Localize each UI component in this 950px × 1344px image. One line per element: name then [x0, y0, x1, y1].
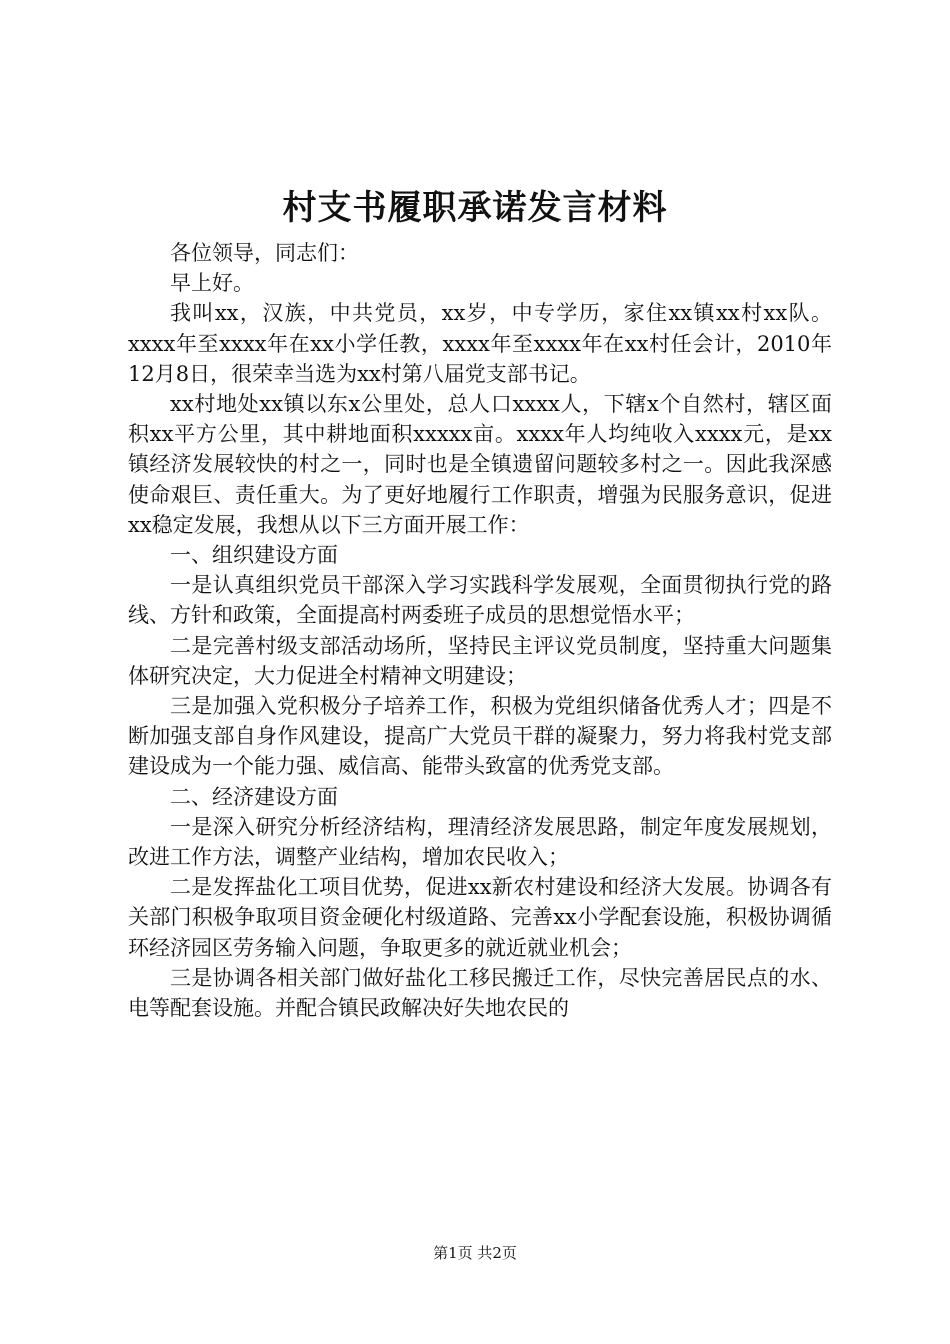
organization-point-3: 三是加强入党积极分子培养工作，积极为党组织储备优秀人才；四是不断加强支部自身作风建设，提高广大党员干群的凝聚力，努力将我村党支部建设成为一个能力强、威信高、能带头致富的优秀党支部。 — [128, 694, 832, 779]
village-overview-paragraph: xx村地处xx镇以东x公里处，总人口xxxx人，下辖x个自然村，辖区面积xx平方公里，其中耕地面积xxxxx亩。xxxx年人均纯收入xxxx元，是xx镇经济发展较快的村之一，同时也是全镇遗留问题较多村之一。因此我深感使命艰巨、责任重大。为了更好地履行工作职责，增强为民服务意识，促进xx稳定发展，我想从以下三方面开展工作： — [128, 392, 832, 537]
section-heading-organization: 一、组织建设方面 — [170, 543, 338, 568]
page-footer: 第1页 共2页 — [433, 1244, 517, 1262]
economy-point-3: 三是协调各相关部门做好盐化工移民搬迁工作，尽快完善居民点的水、电等配套设施。并配合镇民政解决好失地农民的 — [128, 965, 832, 1021]
organization-point-2: 二是完善村级支部活动场所，坚持民主评议党员制度，坚持重大问题集体研究决定，大力促进全村精神文明建设； — [128, 633, 832, 688]
section-heading-economy: 二、经济建设方面 — [170, 784, 338, 809]
economy-point-1: 一是深入研究分析经济结构，理清经济发展思路，制定年度发展规划，改进工作方法，调整产业结构，增加农民收入； — [128, 814, 832, 870]
organization-point-1: 一是认真组织党员干部深入学习实践科学发展观，全面贯彻执行党的路线、方针和政策，全面提高村两委班子成员的思想觉悟水平； — [128, 573, 832, 628]
document-title: 村支书履职承诺发言材料 — [282, 188, 668, 228]
salutation-paragraph: 早上好。 — [170, 271, 254, 296]
document-body — [128, 238, 832, 1023]
economy-point-2: 二是发挥盐化工项目优势，促进xx新农村建设和经济大发展。协调各有关部门积极争取项目资金硬化村级道路、完善xx小学配套设施，积极协调循环经济园区劳务输入问题，争取更多的就近就业机会； — [128, 875, 832, 960]
intro-paragraph: 我叫xx，汉族，中共党员，xx岁，中专学历，家住xx镇xx村xx队。xxxx年至xxxx年在xx小学任教，xxxx年至xxxx年在xx村任会计，2010年12月8日，很荣幸当选为xx村第八届党支部书记。 — [128, 301, 832, 386]
greeting-paragraph: 各位领导，同志们： — [170, 241, 359, 265]
